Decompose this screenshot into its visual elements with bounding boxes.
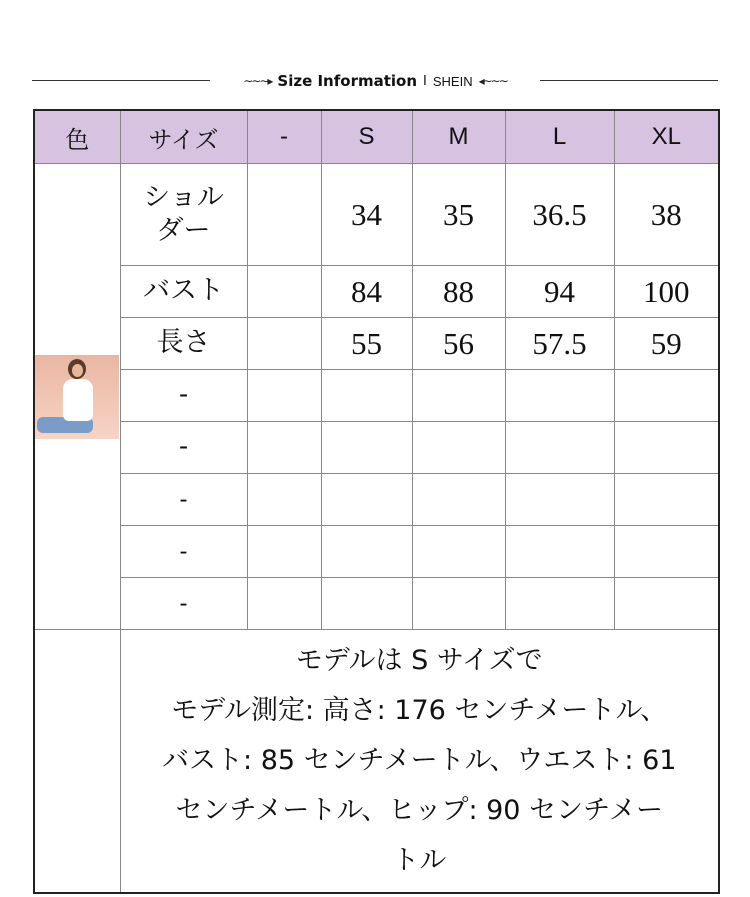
color-cell-empty [34,630,120,894]
table-cell: 36.5 [505,164,614,266]
row-label: - [120,474,247,526]
table-cell [321,370,412,422]
header-size: サイズ [120,110,247,164]
table-cell [321,422,412,474]
header-l: L [505,110,614,164]
table-cell [247,266,321,318]
table-cell [505,422,614,474]
table-cell: 35 [412,164,505,266]
header-color: 色 [34,110,120,164]
header-s: S [321,110,412,164]
model-note-line: バスト: 85 センチメートル、ウエスト: 61 [162,745,677,776]
color-cell [34,164,120,630]
size-info-banner [32,68,718,94]
table-cell [614,370,719,422]
table-cell: 84 [321,266,412,318]
header-xl: XL [614,110,719,164]
table-cell [247,474,321,526]
table-row [34,526,719,578]
table-cell: 59 [614,318,719,370]
table-cell [412,370,505,422]
table-cell [412,578,505,630]
model-note-line: センチメートル、ヒップ: 90 センチメー [175,795,663,826]
row-label: 長さ [120,318,247,370]
row-label: - [120,370,247,422]
row-label: - [120,526,247,578]
wave-arrow-left-icon: ◂∼∼∼ [478,74,507,88]
model-note-row [34,630,719,894]
table-cell [321,474,412,526]
table-cell: 56 [412,318,505,370]
row-label: ショルダー [120,164,247,266]
table-cell [321,578,412,630]
table-row [34,422,719,474]
table-cell [321,526,412,578]
table-cell [412,422,505,474]
banner-title: Size Information [277,72,418,90]
banner-brand: SHEIN [432,73,473,89]
table-cell [412,526,505,578]
model-note-line: トル [392,845,447,876]
table-row [34,578,719,630]
header-m: M [412,110,505,164]
table-cell [614,474,719,526]
table-cell [247,422,321,474]
table-cell: 55 [321,318,412,370]
table-cell: 38 [614,164,719,266]
row-label: バスト [120,266,247,318]
header-dash: - [247,110,321,164]
table-row [34,370,719,422]
table-row-bust [34,266,719,318]
table-cell [614,578,719,630]
table-cell: 57.5 [505,318,614,370]
table-cell [412,474,505,526]
table-cell: 94 [505,266,614,318]
table-cell: 100 [614,266,719,318]
model-note-line: モデル測定: 高さ: 176 センチメートル、 [171,695,668,726]
banner-center [210,68,540,94]
model-note-line: モデルは S サイズで [295,645,543,676]
table-row-shoulder [34,164,719,266]
table-cell [505,526,614,578]
banner-separator: I [423,73,427,89]
banner-line-right [540,80,718,81]
table-cell: 34 [321,164,412,266]
table-cell [614,422,719,474]
table-row [34,474,719,526]
wave-arrow-right-icon: ∼∼∼▸ [243,74,272,88]
banner-line-left [32,80,210,81]
product-photo [35,355,119,439]
table-cell [247,578,321,630]
table-cell [247,370,321,422]
row-label: - [120,578,247,630]
table-cell [614,526,719,578]
table-cell [505,474,614,526]
size-table [33,109,720,894]
model-note [120,630,719,894]
table-cell [247,526,321,578]
table-cell: 88 [412,266,505,318]
header-row [34,110,719,164]
table-row-length [34,318,719,370]
table-cell [505,578,614,630]
table-cell [247,164,321,266]
row-label: - [120,422,247,474]
table-cell [505,370,614,422]
table-cell [247,318,321,370]
